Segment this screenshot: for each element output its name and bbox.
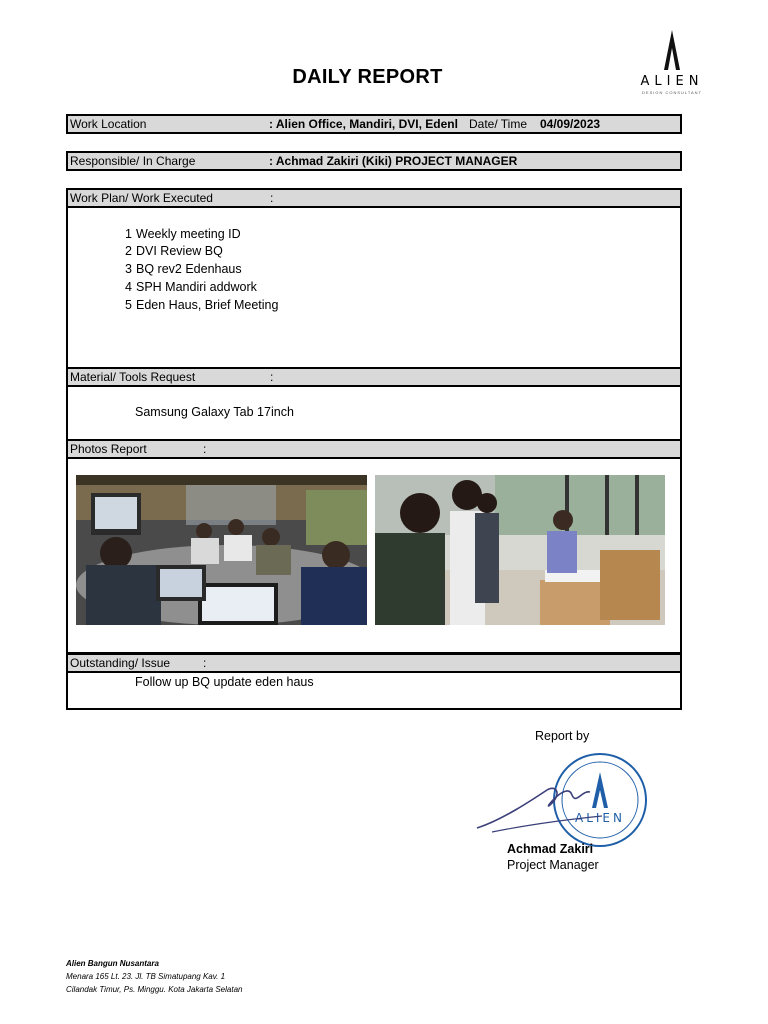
outstanding-value: Follow up BQ update eden haus xyxy=(135,675,314,689)
logo-subtitle: DESIGN CONSULTANT xyxy=(642,90,702,95)
list-item-number: 1 xyxy=(125,227,132,241)
photos-colon: : xyxy=(203,442,207,456)
meeting-photo xyxy=(76,475,367,625)
list-item-text: BQ rev2 Edenhaus xyxy=(136,262,242,276)
report-by-label: Report by xyxy=(535,729,590,743)
list-item-number: 3 xyxy=(125,262,132,276)
page-title: DAILY REPORT xyxy=(292,66,443,88)
material-value: Samsung Galaxy Tab 17inch xyxy=(135,405,294,419)
list-item-number: 5 xyxy=(125,298,132,312)
outstanding-colon: : xyxy=(203,656,207,670)
site-photo xyxy=(375,475,665,625)
material-label: Material/ Tools Request xyxy=(70,370,196,384)
work-plan-header xyxy=(66,188,682,208)
photos-header xyxy=(66,439,682,459)
list-item-number: 2 xyxy=(125,244,132,258)
work-plan-label: Work Plan/ Work Executed xyxy=(70,191,213,205)
date-value: 04/09/2023 xyxy=(540,117,601,131)
footer-company: Alien Bangun Nusantara xyxy=(66,959,159,968)
material-colon: : xyxy=(270,370,274,384)
work-location-value: : Alien Office, Mandiri, DVI, Edenl xyxy=(269,117,458,131)
list-item-text: Eden Haus, Brief Meeting xyxy=(136,298,279,312)
material-header xyxy=(66,367,682,387)
responsible-row xyxy=(66,151,682,171)
signer-role: Project Manager xyxy=(507,858,599,872)
outstanding-label: Outstanding/ Issue xyxy=(70,656,171,670)
list-item-text: SPH Mandiri addwork xyxy=(136,280,257,294)
responsible-value: : Achmad Zakiri (Kiki) PROJECT MANAGER xyxy=(269,154,518,168)
svg-text:ALIEN: ALIEN xyxy=(575,811,625,825)
responsible-label: Responsible/ In Charge xyxy=(70,154,196,168)
signature-stamp xyxy=(472,750,662,850)
list-item-text: Weekly meeting ID xyxy=(136,227,241,241)
footer-address-line1: Menara 165 Lt. 23. Jl. TB Simatupang Kav. 1 xyxy=(66,972,226,981)
outstanding-header xyxy=(66,653,682,673)
work-location-row xyxy=(66,114,682,134)
footer-address-line2: Cilandak Timur, Ps. Minggu. Kota Jakarta Selatan xyxy=(66,985,243,994)
signer-name: Achmad Zakiri xyxy=(507,842,594,856)
list-item-number: 4 xyxy=(125,280,132,294)
date-label: Date/ Time xyxy=(469,117,528,131)
list-item-text: DVI Review BQ xyxy=(136,244,223,258)
work-location-label: Work Location xyxy=(70,117,147,131)
photos-label: Photos Report xyxy=(70,442,147,456)
logo-word: ALIEN xyxy=(640,74,704,89)
work-plan-colon: : xyxy=(270,191,274,205)
